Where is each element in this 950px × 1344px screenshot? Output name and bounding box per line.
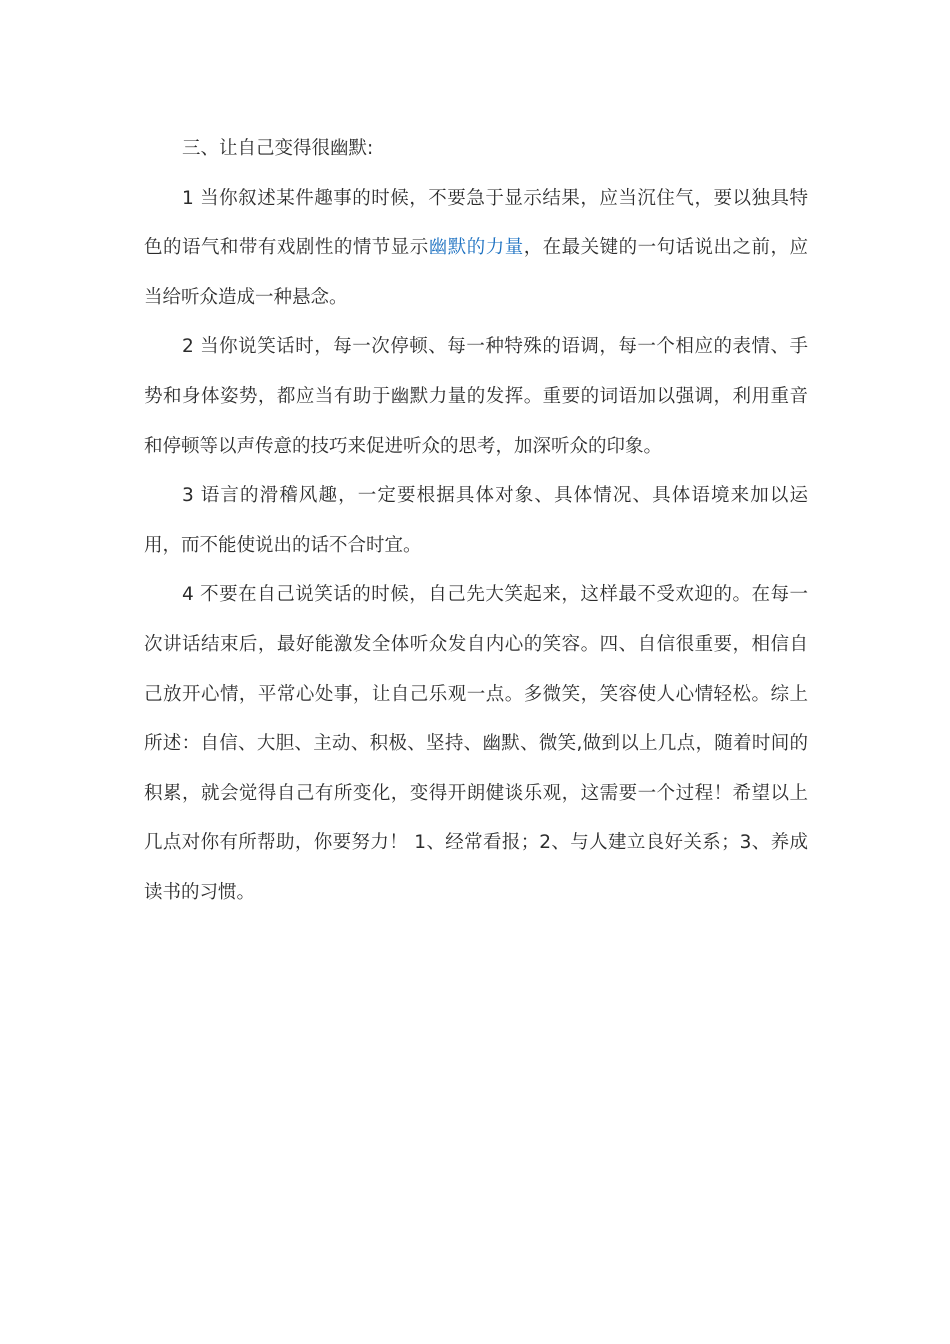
paragraph-3: 3 语言的滑稽风趣，一定要根据具体对象、具体情况、具体语境来加以运用，而不能使说出的话不合时宜。 (144, 485, 808, 556)
humor-power-link[interactable]: 幽默的力量 (428, 237, 524, 259)
section-heading: 三、让自己变得很幽默: (182, 138, 374, 159)
paragraph-1 (144, 174, 808, 323)
paragraph-1-text-start: 1 当你叙述某件趣事的时候，不要急于显示结果，应当沉住气，要以独具特色的语气和带有戏剧性的情节显示 (144, 187, 808, 259)
paragraph-2: 2 当你说笑话时，每一次停顿、每一种特殊的语调，每一个相应的表情、手势和身体姿势，都应当有助于幽默力量的发挥。重要的词语加以强调，利用重音和停顿等以声传意的技巧来促进听众的思考，加深听众的印象。 (144, 336, 808, 457)
paragraph-1-text-end: ，在最关键的一句话说出之前，应当给听众造成一种悬念。 (144, 237, 808, 308)
document-body (144, 124, 808, 918)
paragraph-4: 4 不要在自己说笑话的时候，自己先大笑起来，这样最不受欢迎的。在每一次讲话结束后，最好能激发全体听众发自内心的笑容。四、自信很重要，相信自己放开心情，平常心处事，让自己乐观一点。多微笑，笑容使人心情轻松。综上所述：自信、大胆、主动、积极、坚持、幽默、微笑,做到以上几点，随着时间的积累，就会觉得自己有所变化，变得开朗健谈乐观，这需要一个过程！希望以上几点对你有所帮助，你要努力！ 1、经常看报；2、与人建立良好关系；3、养成读书的习惯。 (144, 584, 808, 903)
